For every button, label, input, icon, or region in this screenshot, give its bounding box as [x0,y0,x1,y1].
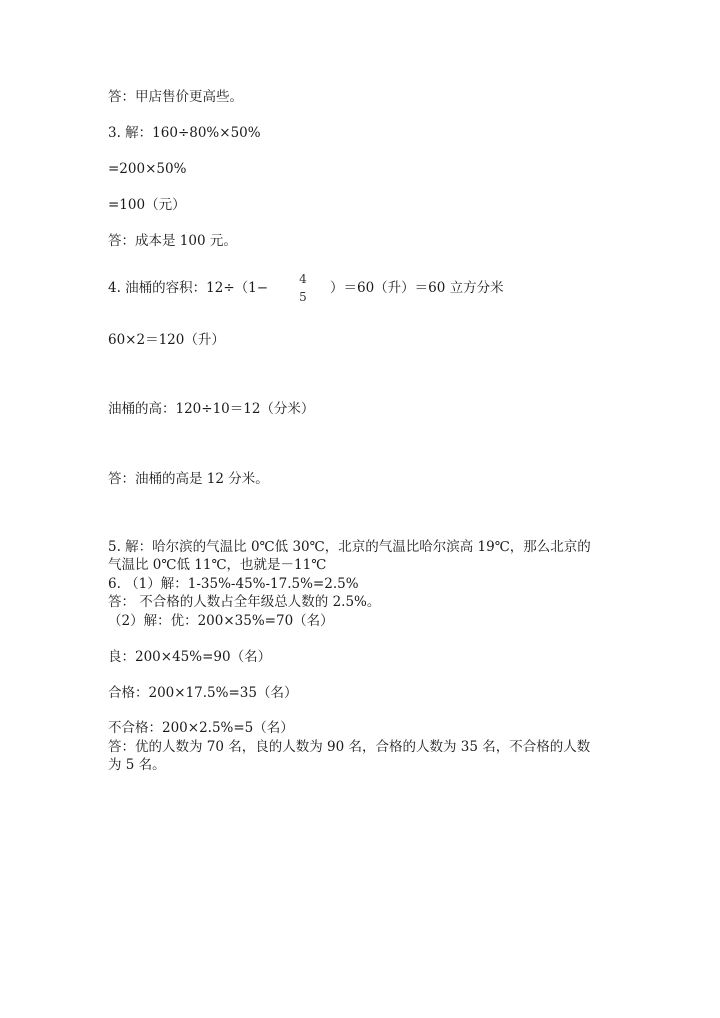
solution-4-volume-part-2: ）＝60（升）＝60 立方分米 [330,280,504,296]
solution-6-part-2-fail: 不合格：200×2.5%=5（名） [108,720,294,736]
solution-5-line-2: 气温比 0℃低 11℃，也就是－11℃ [108,557,327,573]
solution-6-part-1: 6. （1）解：1-35%-45%-17.5%=2.5% [108,576,359,592]
solution-6-part-2-pass: 合格：200×17.5%=35（名） [108,685,298,701]
solution-5-line-1: 5. 解：哈尔滨的气温比 0℃低 30℃，北京的气温比哈尔滨高 19℃，那么北京的 [108,539,591,555]
solution-6-part-2-excellent: （2）解：优：200×35%=70（名） [108,613,334,629]
solution-6-part-1-answer: 答： 不合格的人数占全年级总人数的 2.5%。 [108,594,381,610]
fraction-four-fifths [296,272,310,304]
fraction-denominator: 5 [299,290,307,304]
answer-line: 答：甲店售价更高些。 [108,89,243,105]
solution-3-answer: 答：成本是 100 元。 [108,233,237,249]
solution-6-answer-line-1: 答：优的人数为 70 名，良的人数为 90 名，合格的人数为 35 名，不合格的人数 [108,739,591,755]
solution-3-step-1: 3. 解：160÷80%×50% [108,125,261,141]
solution-6-part-2-good: 良：200×45%=90（名） [108,649,272,665]
solution-4-step-2: 60×2＝120（升） [108,332,225,348]
solution-3-step-3: =100（元） [108,197,186,213]
solution-4-volume-part-1: 4. 油桶的容积：12÷（1− [108,280,269,296]
fraction-numerator: 4 [299,272,307,286]
solution-3-step-2: =200×50% [108,161,187,177]
solution-6-answer-line-2: 为 5 名。 [108,757,166,773]
solution-4-height: 油桶的高：120÷10＝12（分米） [108,401,315,417]
solution-4-answer: 答：油桶的高是 12 分米。 [108,471,269,487]
